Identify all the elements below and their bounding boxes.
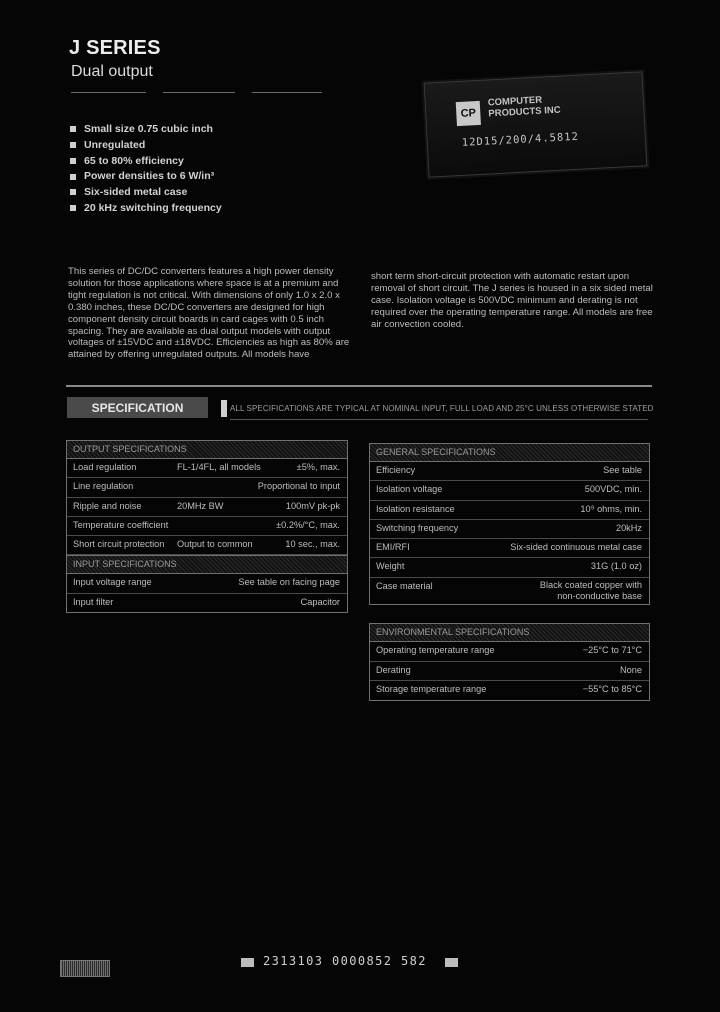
row-label: EMI/RFI	[376, 542, 410, 553]
row-value: −25°C to 71°C	[582, 645, 642, 655]
title-rule	[163, 92, 235, 93]
row-label: Ripple and noise	[73, 500, 142, 511]
row-condition: Output to common	[177, 539, 253, 550]
feature-text: Power densities to 6 W/in³	[84, 170, 215, 183]
title-rule	[71, 92, 146, 93]
row-value: ±5%, max.	[296, 462, 340, 472]
row-label: Load regulation	[73, 462, 137, 472]
row-label: Weight	[376, 561, 405, 572]
table-row	[67, 536, 347, 555]
bullet-icon	[70, 158, 76, 164]
feature-item	[70, 138, 222, 154]
table-row	[370, 642, 649, 662]
feature-text: 20 kHz switching frequency	[84, 201, 222, 214]
product-brand	[488, 94, 561, 120]
row-label: Input voltage range	[73, 577, 152, 588]
row-label: Line regulation	[73, 481, 134, 492]
feature-list	[70, 122, 222, 217]
row-label: Operating temperature range	[376, 645, 495, 655]
feature-item	[70, 201, 222, 217]
feature-item	[70, 122, 222, 138]
bullet-icon	[70, 142, 76, 148]
product-brand-line: PRODUCTS INC	[488, 104, 561, 120]
feature-item	[70, 169, 222, 185]
spec-marker	[221, 400, 227, 417]
bullet-icon	[70, 189, 76, 195]
table-row	[370, 539, 649, 558]
row-value: 10 sec., max.	[285, 539, 340, 550]
row-value: 10⁹ ohms, min.	[580, 503, 642, 514]
title-rule	[252, 92, 322, 93]
input-table-heading: INPUT SPECIFICATIONS	[67, 555, 347, 574]
page-title: J SERIES	[69, 37, 161, 59]
row-value: None	[620, 664, 642, 675]
environmental-spec-table	[369, 623, 650, 701]
feature-text: Small size 0.75 cubic inch	[84, 123, 213, 135]
table-row	[370, 681, 649, 700]
row-label: Derating	[376, 664, 411, 675]
product-part-number: 12D15/200/4.5812	[461, 130, 580, 149]
description-left: This series of DC/DC converters features a high power density solution for those applications where space is at a premium and tight regulation is not critical. With dimensions of only 1.0 x 2.0 x 0.380 inches, these DC/DC converters are designed for high component density circuit boards in card cages with 0.5 inch spacing. They are available as dual output models with output voltages of ±15VDC and ±18VDC. Efficiencies as high as 80% are attained by offering unregulated outputs. All models have	[68, 266, 350, 361]
barcode-number: 2313103 0000852 582	[263, 954, 427, 968]
feature-text: Six-sided metal case	[84, 186, 188, 199]
feature-item	[70, 154, 222, 170]
table-row	[370, 662, 649, 682]
row-label: Input filter	[73, 596, 114, 607]
row-label: Efficiency	[376, 465, 416, 475]
row-label: Isolation voltage	[376, 484, 443, 495]
table-row	[67, 478, 347, 497]
row-value: Capacitor	[300, 596, 340, 607]
row-value: 31G (1.0 oz)	[590, 561, 642, 572]
output-table-heading: OUTPUT SPECIFICATIONS	[67, 441, 347, 459]
table-row	[370, 558, 649, 577]
row-label: Short circuit protection	[73, 539, 165, 550]
table-row	[67, 594, 347, 612]
row-label: Switching frequency	[376, 522, 459, 533]
row-value: Proportional to input	[257, 481, 340, 492]
spec-note-rule	[230, 419, 648, 420]
row-value: −55°C to 85°C	[582, 684, 642, 694]
bullet-icon	[70, 126, 76, 132]
feature-text: 65 to 80% efficiency	[84, 154, 184, 167]
product-photo	[424, 71, 648, 177]
row-value: See table on facing page	[238, 577, 340, 588]
description-right: short term short-circuit protection with automatic restart upon removal of short circuit. The J series is housed in a six sided metal case. Isolation voltage is 500VDC minimum and derating is not required over the operating temperature range. All models are free air convection cooled.	[371, 271, 653, 330]
output-input-spec-table	[66, 440, 348, 613]
row-value: See table	[603, 465, 642, 475]
row-value: 100mV pk-pk	[285, 500, 340, 511]
table-row	[67, 498, 347, 517]
barcode-marker	[241, 958, 254, 967]
row-value: 20kHz	[615, 522, 642, 533]
product-brand-line: COMPUTER	[487, 94, 543, 109]
page-subtitle: Dual output	[71, 63, 153, 80]
table-row	[370, 520, 649, 539]
general-table-heading: GENERAL SPECIFICATIONS	[370, 444, 649, 462]
bullet-icon	[70, 205, 76, 211]
table-row	[370, 462, 649, 481]
specification-note: ALL SPECIFICATIONS ARE TYPICAL AT NOMINAL INPUT, FULL LOAD AND 25°C UNLESS OTHERWISE STATED	[230, 404, 654, 413]
row-value: 500VDC, min.	[584, 484, 642, 495]
table-row	[370, 501, 649, 520]
table-row	[370, 481, 649, 500]
table-row	[67, 517, 347, 536]
table-row	[370, 578, 649, 604]
row-value: Six-sided continuous metal case	[510, 542, 642, 553]
table-row	[67, 459, 347, 478]
general-spec-table	[369, 443, 650, 605]
row-label: Storage temperature range	[376, 684, 487, 694]
row-condition: FL-1/4FL, all models	[177, 462, 261, 472]
section-divider	[66, 385, 652, 387]
company-logo: CP	[456, 101, 481, 126]
barcode-marker	[445, 958, 458, 967]
feature-item	[70, 185, 222, 201]
row-value: Black coated copper with non-conductive base	[539, 579, 642, 601]
row-label: Isolation resistance	[376, 503, 455, 514]
row-value: ±0.2%/°C, max.	[276, 519, 340, 530]
environmental-table-heading: ENVIRONMENTAL SPECIFICATIONS	[370, 624, 649, 642]
row-condition: 20MHz BW	[177, 500, 224, 511]
specification-heading: SPECIFICATION	[67, 397, 208, 418]
bullet-icon	[70, 174, 76, 180]
feature-text: Unregulated	[84, 138, 146, 151]
row-label: Case material	[376, 580, 433, 591]
page-stamp	[60, 960, 110, 977]
row-label: Temperature coefficient	[73, 519, 169, 530]
table-row	[67, 574, 347, 593]
